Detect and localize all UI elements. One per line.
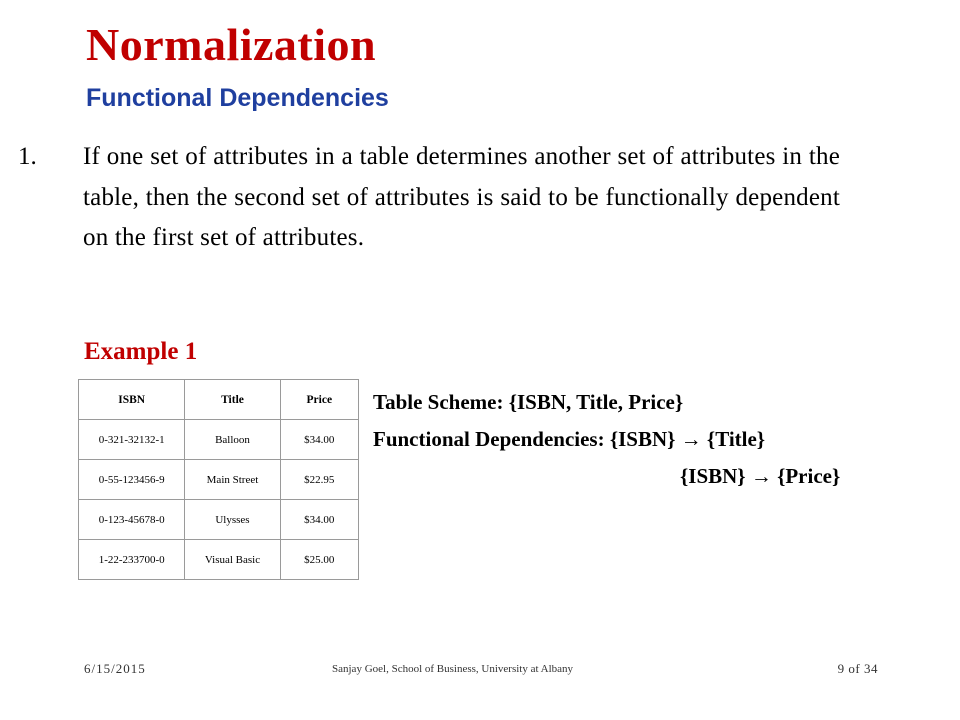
cell-title: Main Street	[185, 460, 280, 500]
table-header-row	[79, 380, 359, 420]
point-text: If one set of attributes in a table determines another set of attributes in the table, then the second set of attributes is said to be functionally dependent on the first set of attributes.	[83, 143, 840, 251]
example-table	[78, 379, 359, 580]
arrow-icon: →	[750, 464, 772, 488]
footer-date: 6/15/2015	[84, 661, 146, 676]
cell-price: $34.00	[280, 500, 358, 540]
slide-title: Normalization	[86, 19, 377, 70]
column-header-isbn: ISBN	[79, 380, 185, 420]
cell-title: Balloon	[185, 420, 280, 460]
cell-price: $34.00	[280, 420, 358, 460]
fd1-rhs: {Title}	[701, 427, 766, 451]
example-heading: Example 1	[84, 338, 198, 365]
table-row	[79, 540, 359, 580]
numbered-point	[18, 137, 840, 259]
functional-dependency-2	[373, 458, 840, 495]
cell-title: Ulysses	[185, 500, 280, 540]
column-header-title: Title	[185, 380, 280, 420]
fd2-lhs: {ISBN}	[680, 464, 751, 488]
arrow-icon: →	[680, 427, 702, 451]
cell-price: $25.00	[280, 540, 358, 580]
column-header-price: Price	[280, 380, 358, 420]
cell-isbn: 1-22-233700-0	[79, 540, 185, 580]
cell-isbn: 0-321-32132-1	[79, 420, 185, 460]
footer-credit: Sanjay Goel, School of Business, University at Albany	[332, 663, 574, 675]
cell-isbn: 0-55-123456-9	[79, 460, 185, 500]
point-number: 1.	[18, 143, 37, 170]
table-row	[79, 500, 359, 540]
cell-price: $22.95	[280, 460, 358, 500]
cell-title: Visual Basic	[185, 540, 280, 580]
table-row	[79, 420, 359, 460]
table-row	[79, 460, 359, 500]
cell-isbn: 0-123-45678-0	[79, 500, 185, 540]
functional-dependency-1	[373, 421, 840, 458]
scheme-block	[373, 384, 840, 495]
slide-subtitle: Functional Dependencies	[86, 84, 389, 112]
fd-label: Functional Dependencies: {ISBN}	[373, 427, 681, 451]
table-scheme: Table Scheme: {ISBN, Title, Price}	[373, 390, 684, 414]
footer-page-number: 9 of 34	[837, 661, 878, 676]
fd2-rhs: {Price}	[771, 464, 841, 488]
